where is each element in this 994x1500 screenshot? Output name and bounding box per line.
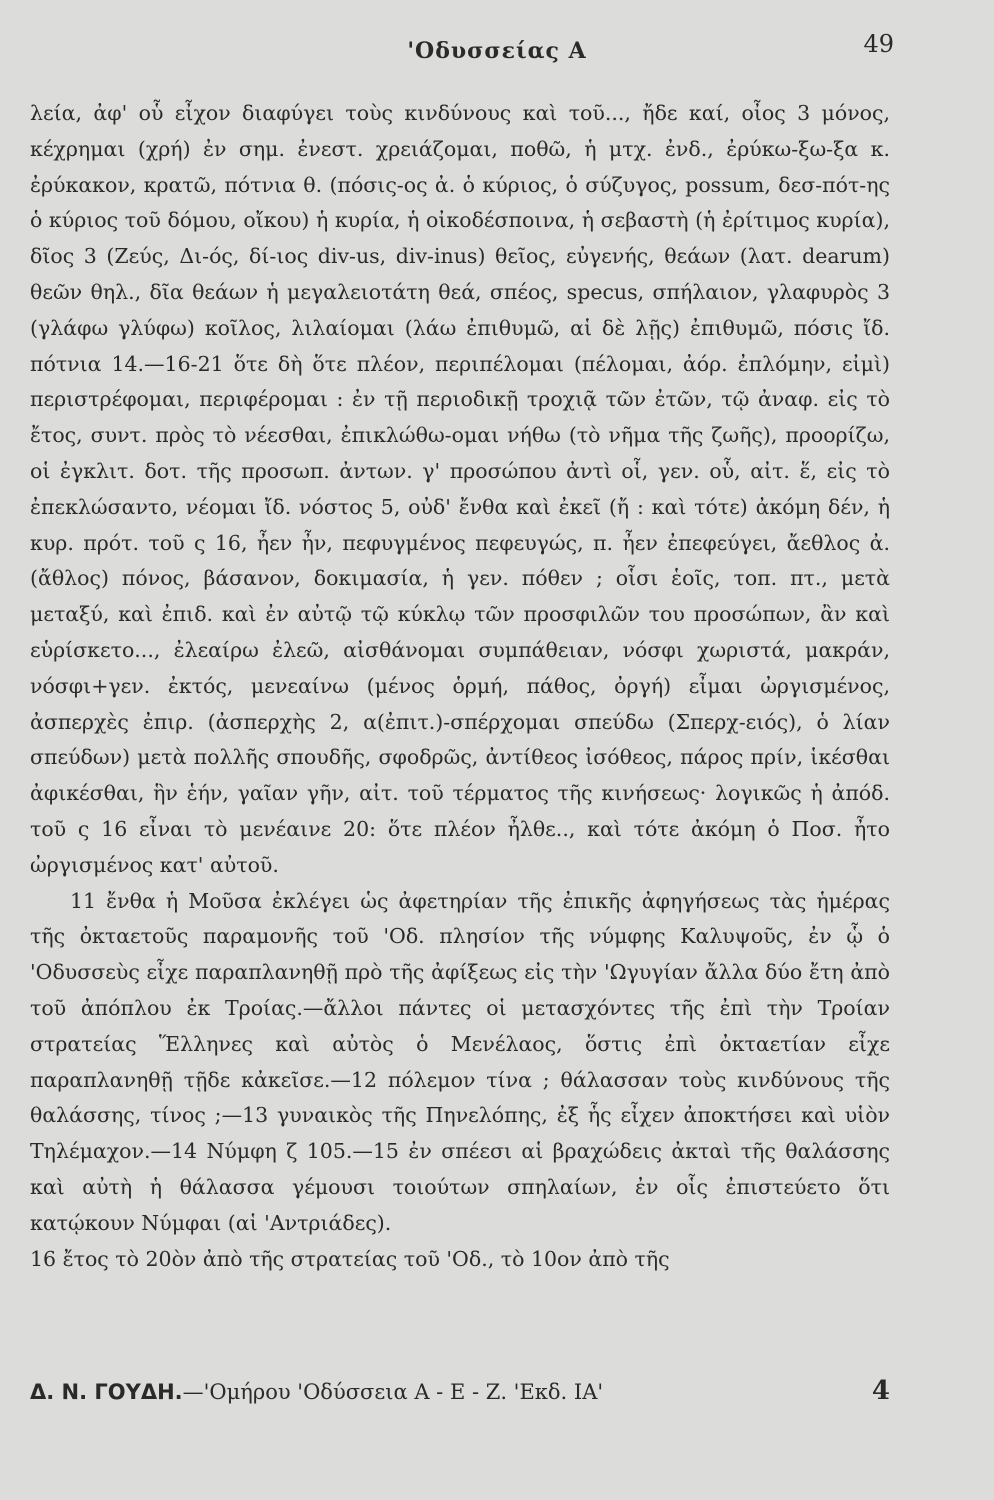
commentary-paragraph: 16 ἔτος τὸ 20ὸν ἀπὸ τῆς στρατείας τοῦ 'Οδ., τὸ 10ον ἀπὸ τῆς [30,1246,670,1271]
running-header: 'Οδυσσείας Α [407,38,587,64]
page-number: 49 [863,30,894,58]
edition-citation: —'Ομήρου 'Οδύσσεια Α - Ε - Ζ. 'Εκδ. ΙΑ' [182,1380,604,1404]
commentary-paragraph: 11 ἔνθα ἡ Μοῦσα ἐκλέγει ὡς ἀφετηρίαν τῆς ἐπικῆς ἀφηγήσεως τὰς ἡμέρας τῆς ὀκταετοῦς παραμονῆς τοῦ 'Οδ. πλησίον τῆς νύμφης Καλυψοῦς, ἐν ᾧ ὁ 'Οδυσσεὺς εἶχε παραπλανηθῇ πρὸ τῆς ἀφίξεως εἰς τὴν 'Ωγυγίαν ἄλλα δύο ἔτη ἀπὸ τοῦ ἀπόπλου ἐκ Τροίας.—ἄλλοι πάντες οἱ μετασχόντες τῆς ἐπὶ τὴν Τροίαν στρατείας Ἕλληνες καὶ αὐτὸς ὁ Μενέλαος, ὅστις ἐπὶ ὀκταετίαν εἶχε παραπλανηθῇ τῇδε κἀκεῖσε.—12 πόλεμον τίνα ; θάλασσαν τοὺς κινδύνους τῆς θαλάσσης, τίνος ;—13 γυναικὸς τῆς Πηνελόπης, ἐξ ἧς εἶχεν ἀποκτήσει καὶ υἱὸν Τηλέμαχον.—14 Νύμφη ζ 105.—15 ἐν σπέεσι αἱ βραχώδεις ἀκταὶ τῆς θαλάσσης καὶ αὐτὴ ἡ θάλασσα γέμουσι τοιούτων σπηλαίων, ἐν οἷς ἐπιστεύετο ὅτι κατῴκουν Νύμφαι (αἱ 'Αντριάδες). [30,888,890,1235]
commentary-paragraph: λεία, ἀφ' οὗ εἶχον διαφύγει τοὺς κινδύνους καὶ τοῦ..., ἤδε καί, οἶος 3 μόνος, κέχρημαι (χρή) ἐν σημ. ἐνεστ. χρειάζομαι, ποθῶ, ἡ μτχ. ἐνδ., ἐρύκω-ξω-ξα κ. ἐρύκακον, κρατῶ, πότνια θ. (πόσις-ος ἀ. ὁ κύριος, ὁ σύζυγος, possum, δεσ-πότ-ης ὁ κύριος τοῦ δόμου, οἴκου) ἡ κυρία, ἡ οἰκοδέσποινα, ἡ σεβαστὴ (ἡ ἐρίτιμος κυρία), δῖος 3 (Ζεύς, Δι-ός, δί-ιος div-us, div-inus) θεῖος, εὐγενής, θεάων (λατ. dearum) θεῶν θηλ., δῖα θεάων ἡ μεγαλειοτάτη θεά, σπέος, specus, σπήλαιον, γλαφυρὸς 3 (γλάφω γλύφω) κοῖλος, λιλαίομαι (λάω ἐπιθυμῶ, αἱ δὲ λῇς) ἐπιθυμῶ, πόσις ἴδ. πότνια 14.—16-21 ὅτε δὴ ὅτε πλέον, περιπέλομαι (πέλομαι, ἀόρ. ἐπλόμην, εἰμὶ) περιστρέφομαι, περιφέρομαι : ἐν τῇ περιοδικῇ τροχιᾷ τῶν ἐτῶν, τῷ ἀναφ. εἰς τὸ ἔτος, συντ. πρὸς τὸ νέεσθαι, ἐπικλώθω-ομαι νήθω (τὸ νῆμα τῆς ζωῆς), προορίζω, οἱ ἐγκλιτ. δοτ. τῆς προσωπ. ἀντων. γ' προσώπου ἀντὶ οἷ, γεν. οὗ, αἰτ. ἕ, εἰς τὸ ἐπεκλώσαντο, νέομαι ἴδ. νόστος 5, οὐδ' ἔνθα καὶ ἐκεῖ (ἤ : καὶ τότε) ἀκόμη δέν, ἡ κυρ. πρότ. τοῦ ς 16, ἦεν ἦν, πεφυγμένος πεφευγώς, π. ἦεν ἐπεφεύγει, ἄεθλος ἀ. (ἄθλος) πόνος, βάσανον, δοκιμασία, ἡ γεν. πόθεν ; οἷσι ἑοῖς, τοπ. πτ., μετὰ μεταξύ, καὶ ἐπιδ. καὶ ἐν αὐτῷ τῷ κύκλῳ τῶν προσφιλῶν του προσώπων, ἂν καὶ εὑρίσκετο..., ἐλεαίρω ἐλεῶ, αἰσθάνομαι συμπάθειαν, νόσφι χωριστά, μακράν, νόσφι+γεν. ἐκτός, μενεαίνω (μένος ὁρμή, πάθος, ὀργή) εἶμαι ὠργισμένος, ἀσπερχὲς ἐπιρ. (ἀσπερχὴς 2, α(ἐπιτ.)-σπέρχομαι σπεύδω (Σπερχ-ειός), ὁ λίαν σπεύδων) μετὰ πολλῆς σπουδῆς, σφοδρῶς, ἀντίθεος ἰσόθεος, πάρος πρίν, ἱκέσθαι ἀφικέσθαι, ἣν ἑήν, γαῖαν γῆν, αἰτ. τοῦ τέρματος τῆς κινήσεως· λογικῶς ἡ ἀπόδ. τοῦ ς 16 εἶναι τὸ μενέαινε 20: ὅτε πλέον ἦλθε.., καὶ τότε ἀκόμη ὁ Ποσ. ἦτο ὠργισμένος κατ' αὐτοῦ. [30,101,890,877]
sheet-number: 4 [871,1376,890,1406]
commentary-body [30,96,890,1277]
page-footer [30,1376,890,1406]
author-signature: Δ. Ν. ΓΟΥΔΗ. [30,1380,183,1404]
